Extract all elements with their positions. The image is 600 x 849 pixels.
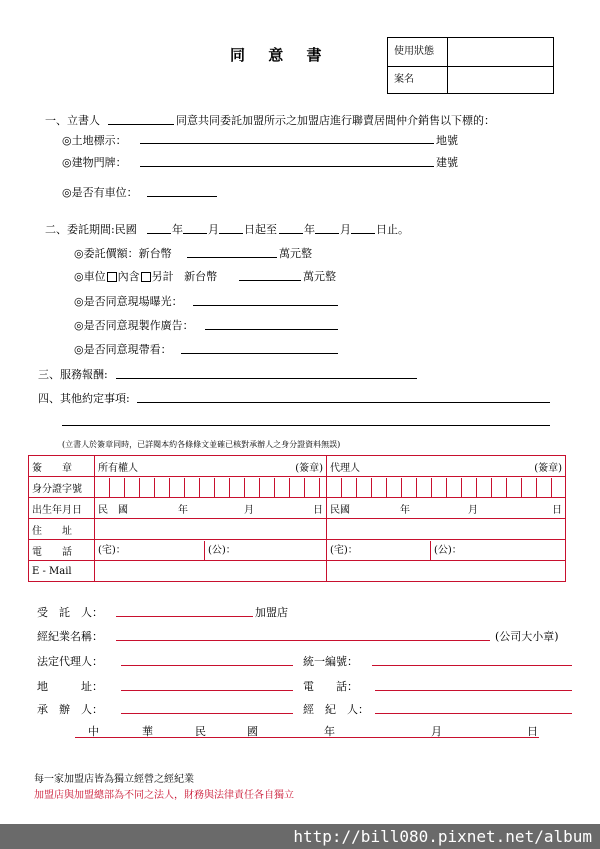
- parking-price-row: [74, 268, 217, 284]
- showing-label: ◎是否同意現帶看：: [74, 343, 172, 356]
- tax-id-blank: [372, 665, 572, 666]
- year-label: 年: [178, 504, 188, 516]
- day-label: 日: [552, 504, 562, 516]
- parking-blank: [147, 196, 217, 197]
- watermark-bar: [0, 824, 600, 849]
- watermark-url: http://bill080.pixnet.net/album: [293, 827, 592, 846]
- price-blank: [187, 257, 277, 258]
- month-label: 月: [468, 504, 478, 516]
- rep-blank: [121, 665, 293, 666]
- period-blank: [279, 233, 303, 234]
- other-terms-blank: [62, 425, 550, 426]
- company-blank: [116, 640, 490, 641]
- agent-seal: (簽章): [534, 462, 562, 474]
- date-char: 年: [324, 725, 335, 738]
- period-day1: 日起至: [244, 223, 277, 236]
- parking-unit: 萬元整: [303, 270, 336, 283]
- sign-label: 簽 章: [29, 456, 95, 477]
- section1-lead-a: 一、立書人: [45, 114, 100, 127]
- period-blank: [183, 233, 207, 234]
- handler-blank: [121, 713, 293, 714]
- exposure-blank: [193, 305, 338, 306]
- date-char: 月: [431, 725, 442, 738]
- period-blank: [147, 233, 171, 234]
- agent-id-boxes[interactable]: [327, 477, 566, 498]
- note-line2: 加盟店與加盟總部為不同之法人，財務與法律責任各自獨立: [34, 790, 294, 801]
- status-box: [387, 37, 554, 94]
- date-char: 民: [195, 725, 206, 738]
- date-underline: [75, 737, 539, 738]
- notice-text: (立書人於簽章同時，已詳閱本約各條條文並確已核對承辦人之身分證資料無誤): [62, 440, 341, 449]
- period-label: 二、委託期間:民國: [45, 223, 137, 236]
- agent-birth-cell[interactable]: [327, 498, 566, 519]
- parking-price-blank: [239, 280, 301, 281]
- fee-blank: [116, 378, 417, 379]
- office-label: (公)：: [208, 544, 236, 556]
- section1-lead-b: 同意共同委託加盟所示之加盟店進行聯賣居間仲介銷售以下標的：: [176, 114, 495, 127]
- period-year1: 年: [172, 223, 183, 236]
- owner-cell[interactable]: [95, 456, 327, 477]
- showing-blank: [181, 353, 338, 354]
- id-label: 身分證字號: [29, 477, 95, 498]
- owner-id-boxes[interactable]: [95, 477, 327, 498]
- case-name-label: 案名: [388, 66, 448, 94]
- parking-label: ◎是否有車位：: [62, 186, 138, 199]
- building-blank: [140, 166, 434, 167]
- owner-label: 所有權人: [98, 462, 138, 474]
- rep-label: 法定代理人：: [37, 655, 103, 668]
- land-suffix: 地號: [436, 134, 458, 147]
- email-label: E - Mail: [29, 561, 95, 582]
- period-day2: 日止。: [376, 223, 409, 236]
- date-char: 華: [142, 725, 153, 738]
- broker-label: 經 紀 人：: [303, 703, 369, 716]
- building-label: ◎建物門牌：: [62, 156, 127, 169]
- other-terms-label: 四、其他約定事項:: [38, 392, 130, 405]
- company-label: 經紀業名稱：: [37, 630, 103, 643]
- period-month2: 月: [340, 223, 351, 236]
- company-address-blank: [121, 690, 293, 691]
- birth-label: 出生年月日: [29, 498, 95, 519]
- company-address-label: 地 址：: [37, 680, 103, 693]
- ads-blank: [205, 329, 338, 330]
- day-label: 日: [313, 504, 323, 516]
- usage-status-label: 使用狀態: [388, 38, 448, 66]
- trustee-blank: [116, 616, 253, 617]
- document-title: 同 意 書: [230, 46, 331, 64]
- date-char: 國: [247, 725, 258, 738]
- broker-blank: [375, 713, 572, 714]
- year-label: 年: [400, 504, 410, 516]
- building-suffix: 建號: [436, 156, 458, 169]
- tax-id-label: 統一編號：: [303, 655, 358, 668]
- ads-label: ◎是否同意現製作廣告：: [74, 319, 194, 332]
- home-label: (宅)：: [327, 541, 431, 560]
- land-label: ◎土地標示：: [62, 134, 127, 147]
- extra-checkbox[interactable]: [141, 272, 151, 282]
- address-label: 住 址: [29, 519, 95, 540]
- land-blank: [140, 143, 434, 144]
- parking-ntd: 新台幣: [184, 270, 218, 283]
- extra-label: 另計: [151, 270, 174, 283]
- owner-address-cell[interactable]: [95, 519, 327, 540]
- roc-label: 民 國: [98, 504, 128, 516]
- parking-price-label: ◎車位: [74, 270, 106, 283]
- company-phone-label: 電 話：: [303, 680, 358, 693]
- owner-birth-cell[interactable]: [95, 498, 327, 519]
- period-blank: [315, 233, 339, 234]
- owner-email-cell[interactable]: [95, 561, 327, 582]
- signer-blank: [108, 124, 174, 125]
- phone-label: 電 話: [29, 540, 95, 561]
- home-label: (宅)：: [95, 541, 205, 560]
- fee-label: 三、服務報酬:: [38, 368, 108, 381]
- company-phone-blank: [375, 690, 572, 691]
- other-terms-blank: [137, 402, 550, 403]
- price-unit: 萬元整: [279, 247, 312, 260]
- inner-label: 內含: [117, 270, 140, 283]
- agent-label: 代理人: [330, 462, 360, 474]
- agent-phone-cell[interactable]: [327, 540, 566, 561]
- date-char: 日: [527, 725, 538, 738]
- month-label: 月: [244, 504, 254, 516]
- owner-phone-cell[interactable]: [95, 540, 327, 561]
- period-month1: 月: [208, 223, 219, 236]
- price-label: ◎委託價額：新台幣: [74, 247, 172, 260]
- agent-cell[interactable]: [327, 456, 566, 477]
- trustee-label: 受 託 人：: [37, 606, 103, 619]
- office-label: (公)：: [434, 544, 462, 556]
- exposure-label: ◎是否同意現場曝光：: [74, 295, 183, 308]
- handler-label: 承 辦 人：: [37, 703, 103, 716]
- roc-label: 民國: [330, 504, 350, 516]
- owner-seal: (簽章): [295, 462, 323, 474]
- period-blank: [351, 233, 375, 234]
- inner-checkbox[interactable]: [107, 272, 117, 282]
- company-seal: (公司大小章): [495, 630, 559, 643]
- period-blank: [219, 233, 243, 234]
- period-year2: 年: [304, 223, 315, 236]
- agent-email-cell[interactable]: [327, 561, 566, 582]
- franchise-label: 加盟店: [255, 606, 288, 619]
- note-line1: 每一家加盟店皆為獨立經營之經紀業: [34, 774, 194, 785]
- agent-address-cell[interactable]: [327, 519, 566, 540]
- date-char: 中: [88, 725, 99, 738]
- signature-table: [28, 455, 566, 582]
